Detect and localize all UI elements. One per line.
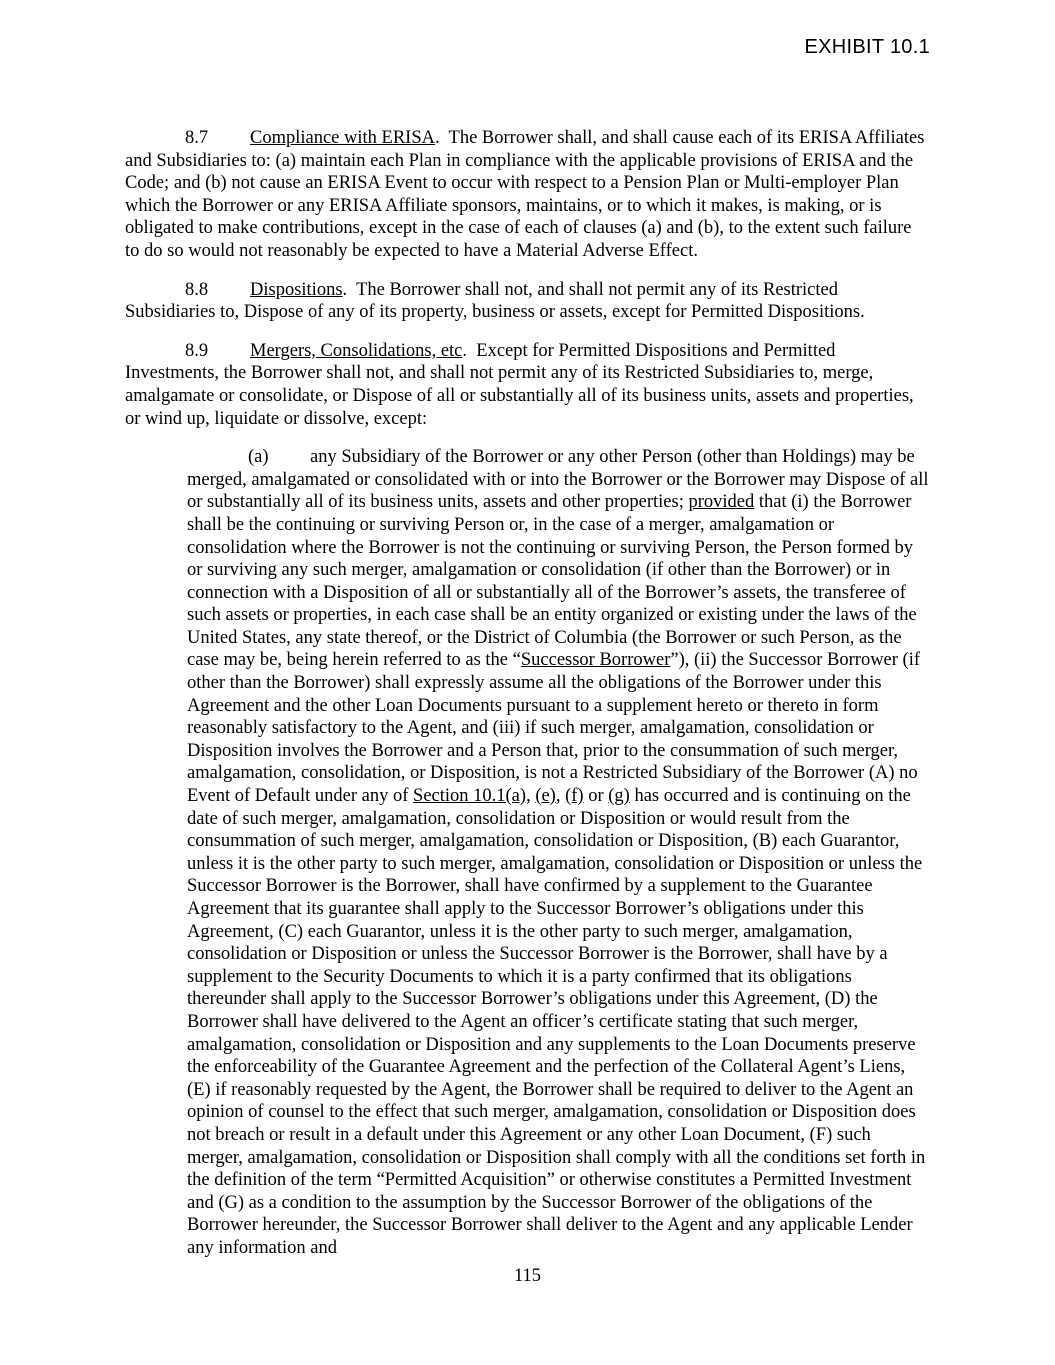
proviso-term: provided <box>688 492 755 513</box>
cross-reference-f: (f) <box>565 786 584 807</box>
section-heading: Dispositions <box>250 279 343 300</box>
text-run: , <box>555 786 566 807</box>
cross-reference-g: (g) <box>608 786 630 807</box>
text-run: that (i) the Borrower shall be the continuing or surviving Person or, in the case of a merger, amalgamation or consolidation where the Borrower is not the continuing or surviving Person, the Person formed by or surviving any such merger, amalgamation or consolidation (if other than the Borrower) or in connection with a Disposition of all or substantially all of the Borrower’s assets, the transferee of such assets or properties, in each case shall be an entity organized or existing under the laws of the United States, any state thereof, or the District of Columbia (the Borrower or such Person, as the case may be, being herein referred to as the “ <box>187 492 922 671</box>
section-8-7-compliance-with-erisa <box>125 127 930 263</box>
section-body-text: . Except for Permitted Dispositions and Permitted Investments, the Borrower shall not, and shall not permit any of its Restricted Subsidiaries to, merge, amalgamate or consolidate, or Dispose of all or substantially all of its business units, assets and properties, or wind up, liquidate or dissolve, except: <box>125 340 919 429</box>
subsection-label: (a) <box>248 447 269 468</box>
text-run: any Subsidiary of the Borrower or any other Person (other than Holdings) may be merged, amalgamated or consolidated with or into the Borrower or the Borrower may Dispose of all or substantially all of its business units, assets and other properties; <box>187 447 934 513</box>
section-body-text: . The Borrower shall not, and shall not permit any of its Restricted Subsidiaries to, Dispose of any of its property, business or assets, except for Permitted Dispositions. <box>125 279 865 323</box>
section-number: 8.8 <box>185 279 209 300</box>
text-run: ”), (ii) the Successor Borrower (if other than the Borrower) shall expressly assume all the obligations of the Borrower under this Agreement and the other Loan Documents pursuant to a supplement hereto or thereto in form reasonably satisfactory to the Agent, and (iii) if such merger, amalgamation, consolidation or Disposition involves the Borrower and a Person that, prior to the consummation of such merger, amalgamation, consolidation, or Disposition, is not a Restricted Subsidiary of the Borrower (A) no Event of Default under any of <box>187 650 925 807</box>
subsection-a-paragraph <box>187 446 934 1259</box>
text-run: , <box>526 786 536 807</box>
section-heading: Compliance with ERISA <box>250 128 435 148</box>
section-8-9-mergers-consolidations <box>125 340 930 430</box>
text-run: has occurred and is continuing on the date of such merger, amalgamation, consolidation or Disposition or would result from the consummation of such merger, amalgamation, consolidation or Disposition, (B) each Guarantor, unless it is the other party to such merger, amalgamation, consolidation or Disposition or unless the Successor Borrower is the Borrower, shall have confirmed by a supplement to the Guarantee Agreement that its guarantee shall apply to the Successor Borrower’s obligations under this Agreement, (C) each Guarantor, unless it is the other party to such merger, amalgamation, consolidation or Disposition or unless the Successor Borrower is the Borrower, shall have by a supplement to the Security Documents to which it is a party confirmed that its obligations thereunder shall apply to the Successor Borrower’s obligations under this Agreement, (D) the Borrower shall have delivered to the Agent an officer’s certificate stating that such merger, amalgamation, consolidation or Disposition and any supplements to the Loan Documents preserve the enforceability of the Guarantee Agreement and the perfection of the Collateral Agent’s Liens, (E) if reasonably requested by the Agent, the Borrower shall be required to deliver to the Agent an opinion of counsel to the effect that such merger, amalgamation, consolidation or Disposition does not breach or result in a default under this Agreement or any other Loan Document, (F) such merger, amalgamation, consolidation or Disposition shall comply with all the conditions set forth in the definition of the term “Permitted Acquisition” or otherwise constitutes a Permitted Investment and (G) as a condition to the assumption by the Successor Borrower of the obligations of the Borrower hereunder, the Successor Borrower shall deliver to the Agent and any applicable Lender any information and <box>187 786 930 1258</box>
section-number: 8.7 <box>185 128 209 148</box>
section-heading: Mergers, Consolidations, etc <box>250 340 463 361</box>
page-number: 115 <box>513 1266 542 1286</box>
cross-reference-section-10-1a: Section 10.1(a) <box>413 786 527 807</box>
section-number: 8.9 <box>185 340 209 361</box>
text-run: or <box>583 786 609 807</box>
defined-term-successor-borrower: Successor Borrower <box>520 650 671 671</box>
exhibit-label: EXHIBIT 10.1 <box>804 36 930 58</box>
cross-reference-e: (e) <box>535 786 556 807</box>
section-8-8-dispositions <box>125 279 930 324</box>
section-body-text: . The Borrower shall, and shall cause each of its ERISA Affiliates and Subsidiaries to: (a) maintain each Plan in compliance with the applicable provisions of ERISA and the Code; and (b) not cause an ERISA Event to occur with respect to a Pension Plan or Multi-employer Plan which the Borrower or any ERISA Affiliate sponsors, maintains, or to which it makes, is making, or is obligated to make contributions, except in the case of each of clauses (a) and (b), to the extent such failure to do so would not reasonably be expected to have a Material Adverse Effect. <box>125 128 930 261</box>
